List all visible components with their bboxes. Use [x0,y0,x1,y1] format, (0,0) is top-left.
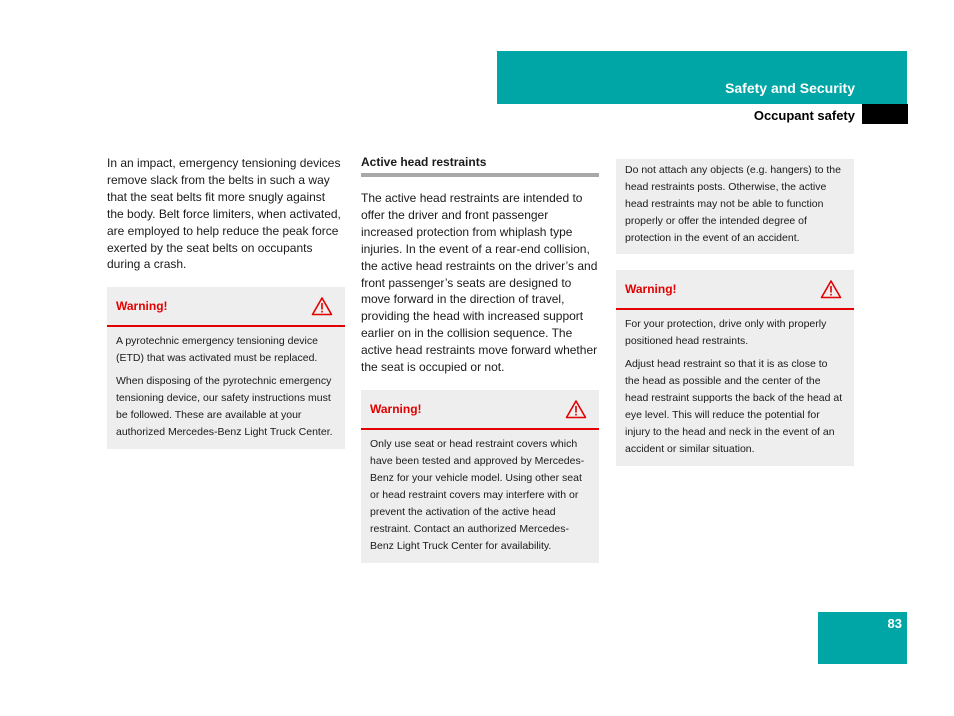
warning-box-covers [361,390,599,563]
subsection-title: Occupant safety [753,108,855,123]
active-head-restraints-heading: Active head restraints [361,155,599,177]
warning-body [107,327,345,449]
warning-label: Warning! [625,282,677,296]
warning-text: When disposing of the pyrotechnic emergency tensioning device, our safety instructions must be followed. These are available at your authorized Mercedes-Benz Light Truck Center. [116,375,333,439]
warning-text: Adjust head restraint so that it is as close to the head as possible and the center of the head restraint supports the back of the head at eye level. This will reduce the potential for injury to the head and neck in the event of an accident or similar situation. [625,358,843,455]
warning-text: For your protection, drive only with properly positioned head restraints. [625,318,827,347]
warning-text: Only use seat or head restraint covers which have been tested and approved by Mercedes-Benz for your vehicle model. Using other seat or head restraint covers may interfere with or prevent the activation of the active head restraint. Contact an authorized Mercedes-Benz Light Truck Center for availability. [370,437,585,552]
header-band [497,51,907,104]
warning-header [361,390,599,430]
warning-label: Warning! [370,401,422,416]
warning-label: Warning! [116,299,168,314]
active-head-restraints-paragraph: The active head restraints are intended to offer the driver and front passenger increased protection from whiplash type injuries. In the event of a rear-end collision, the active head restraints on the driver’s and front passenger’s seats are designed to move forward in the direction of travel, providing the head with increased support earlier on in the collision sequence. The active head restraints move forward whether the seat is occupied or not. [361,191,598,375]
note-text: Do not attach any objects (e.g. hangers) to the head restraints posts. Otherwise, the active head restraints may not be able to function properly or offer the intended degree of protection in the event of an accident. [625,164,841,244]
intro-paragraph: In an impact, emergency tensioning devices remove slack from the belts in such a way that the seat belts fit more snugly against the body. Belt force limiters, when activated, are employed to help reduce the peak force exerted by the seat belts on occupants during a crash. [107,156,341,272]
page-number: 83 [887,616,902,631]
warning-triangle-icon [311,296,333,316]
warning-body [616,310,854,466]
warning-box-head-restraints [616,270,854,466]
section-title: Safety and Security [725,80,855,96]
warning-triangle-icon [565,399,587,419]
column-3 [616,159,854,466]
warning-text: A pyrotechnic emergency tensioning device (ETD) that was activated must be replaced. [116,335,318,365]
column-2 [361,155,599,563]
section-tab-marker [862,104,908,124]
warning-header [107,287,345,327]
warning-box-etd [107,287,345,449]
warning-body [361,430,599,563]
warning-triangle-icon [820,279,842,299]
note-box [616,159,854,254]
column-1 [107,155,345,449]
warning-header [616,270,854,310]
